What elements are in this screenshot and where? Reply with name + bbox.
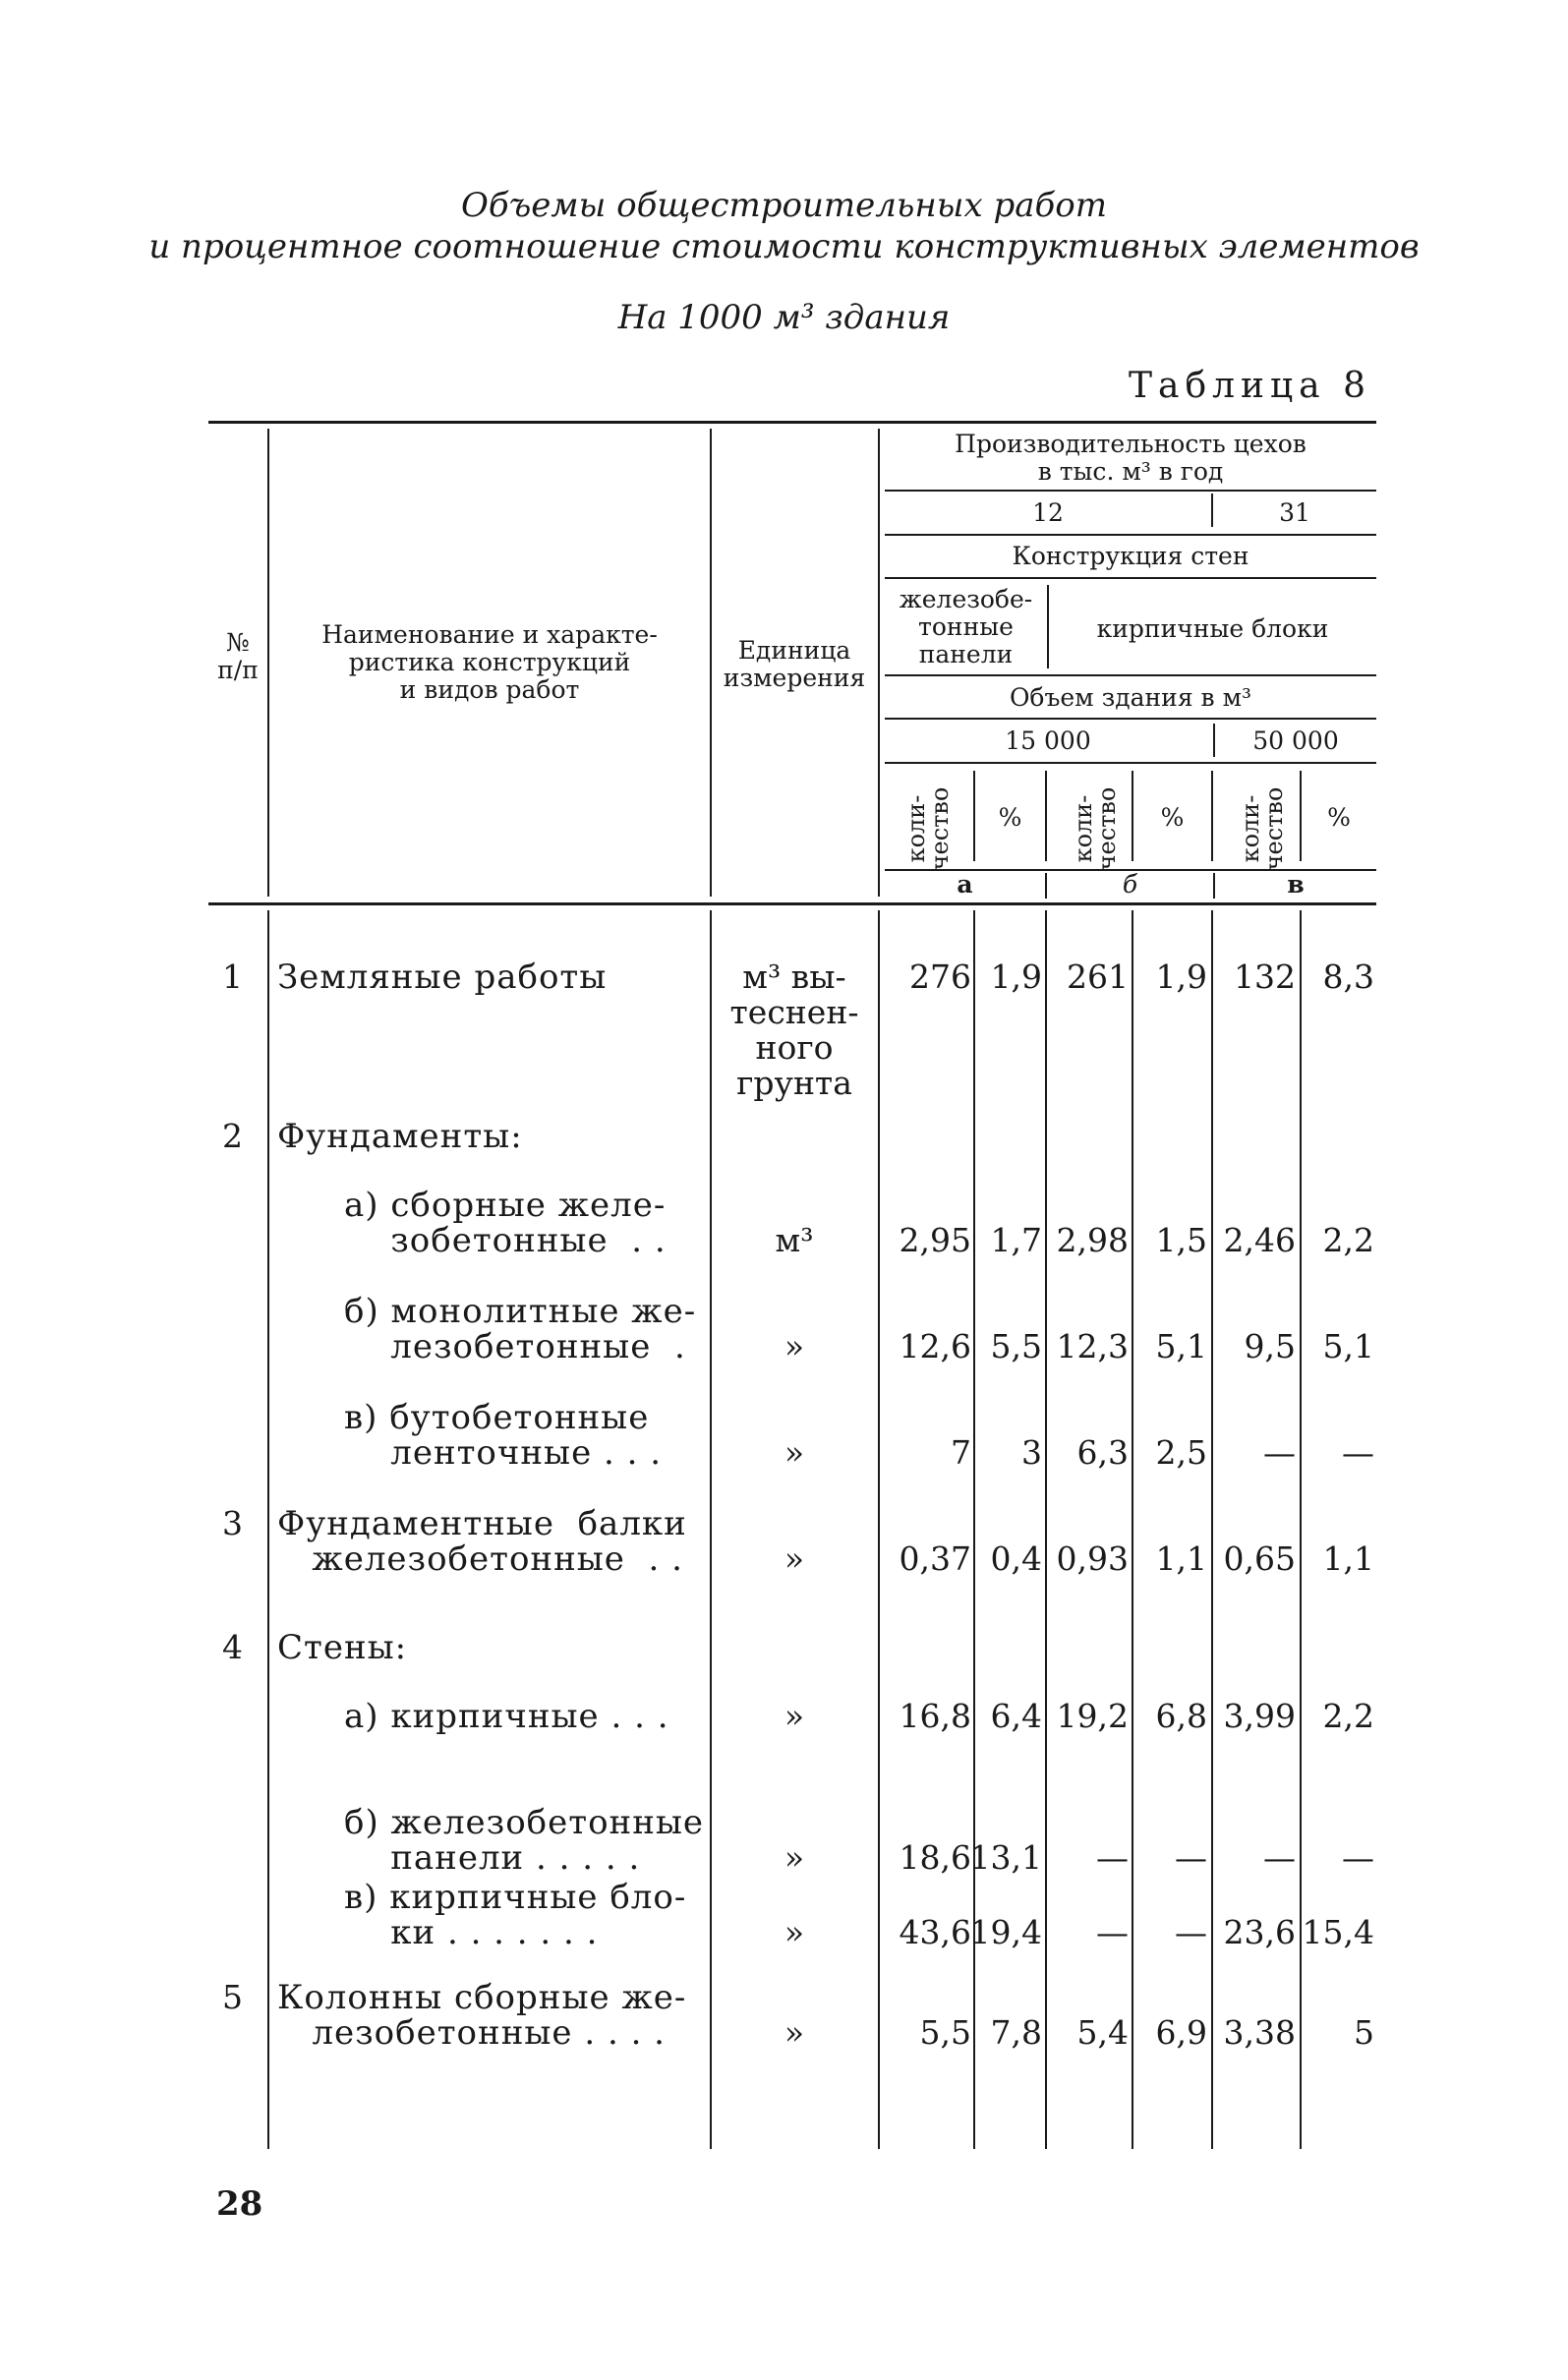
header-col-c: в — [1287, 870, 1305, 899]
row-value: 19,2 — [1056, 1697, 1129, 1735]
body-divider-unit — [710, 910, 712, 2149]
header-volume: Объем здания в м³ — [1009, 683, 1252, 712]
header-productivity: Производительность цехов в тыс. м³ в год — [955, 430, 1307, 486]
row-name: Стены: — [277, 1628, 408, 1667]
row-name: Фундаментные балки железобетонные . . — [277, 1504, 687, 1579]
row-unit: » — [784, 1697, 805, 1735]
row-value: — — [1342, 1433, 1374, 1472]
rule-under-productivity — [885, 490, 1376, 492]
row-value: 1,9 — [1155, 958, 1207, 996]
header-num: № п/п — [217, 628, 259, 684]
header-vol-15000: 15 000 — [1005, 726, 1091, 755]
rule-under-walltypes — [885, 674, 1376, 676]
page-number: 28 — [216, 2184, 263, 2224]
body-divider-a-pct — [973, 910, 975, 2149]
row-value: 5,1 — [1155, 1327, 1207, 1365]
row-number: 1 — [222, 958, 243, 996]
header-divider-3 — [878, 429, 880, 897]
row-value: 0,65 — [1223, 1539, 1296, 1578]
header-walls: Конструкция стен — [1012, 542, 1249, 570]
header-pct-1: % — [998, 803, 1022, 832]
row-value: 0,37 — [899, 1539, 971, 1578]
row-name: а) сборные желе- зобетонные . . — [344, 1186, 667, 1260]
row-number: 3 — [222, 1504, 243, 1542]
row-value: 12,6 — [899, 1327, 971, 1365]
row-value: 15,4 — [1302, 1913, 1374, 1951]
row-value: 261 — [1067, 958, 1129, 996]
header-name: Наименование и характе- ристика конструкций и видов работ — [321, 620, 658, 704]
row-value: 18,6 — [899, 1838, 971, 1877]
row-name: б) монолитные же- лезобетонные . — [344, 1292, 697, 1366]
row-value: 5 — [1354, 2013, 1374, 2052]
row-value: — — [1263, 1433, 1296, 1472]
row-value: 19,4 — [969, 1913, 1042, 1951]
header-walls-blocks: кирпичные блоки — [1096, 614, 1329, 643]
row-value: 276 — [909, 958, 971, 996]
sub-divider-4 — [1211, 771, 1213, 861]
body-divider-b-qty — [1045, 910, 1047, 2149]
body-divider-a-qty — [878, 910, 880, 2149]
row-value: 7 — [951, 1433, 971, 1472]
row-number: 2 — [222, 1117, 243, 1155]
row-value: 1,7 — [990, 1221, 1042, 1259]
row-value: — — [1342, 1838, 1374, 1877]
row-unit: м³ вы- теснен- ного грунта — [729, 958, 859, 1102]
row-value: 6,3 — [1076, 1433, 1129, 1472]
row-value: 12,3 — [1056, 1327, 1129, 1365]
rule-under-volumes — [885, 762, 1376, 764]
header-qty-2: коли- чество — [1070, 786, 1121, 871]
header-qty-3: коли- чество — [1237, 786, 1288, 871]
row-value: 1,1 — [1155, 1539, 1207, 1578]
row-value: 1,9 — [990, 958, 1042, 996]
header-prod-12: 12 — [1032, 498, 1064, 527]
header-walls-panels: железобе- тонные панели — [899, 585, 1033, 668]
row-value: 13,1 — [969, 1838, 1042, 1877]
row-value: — — [1175, 1838, 1207, 1877]
row-name: Колонны сборные же- лезобетонные . . . . — [277, 1978, 687, 2053]
header-unit: Единица измерения — [723, 636, 866, 692]
row-value: 5,4 — [1076, 2013, 1129, 2052]
header-vol-50000: 50 000 — [1252, 726, 1339, 755]
row-value: — — [1096, 1913, 1129, 1951]
header-qty-1: коли- чество — [902, 786, 954, 871]
row-value: 3 — [1021, 1433, 1042, 1472]
row-name: а) кирпичные . . . — [344, 1697, 669, 1736]
header-pct-3: % — [1327, 803, 1351, 832]
row-value: 2,2 — [1322, 1221, 1374, 1259]
row-unit: » — [784, 1913, 805, 1951]
header-prod-31: 31 — [1279, 498, 1310, 527]
row-value: — — [1263, 1838, 1296, 1877]
row-value: 3,38 — [1223, 2013, 1296, 2052]
row-value: 2,95 — [899, 1221, 971, 1259]
heading-line-1: Объемы общестроительных работ — [461, 186, 1107, 225]
rule-under-walls — [885, 577, 1376, 579]
header-divider-1 — [267, 429, 269, 897]
heading-line-2: и процентное соотношение стоимости конструктивных элементов — [148, 227, 1420, 266]
table-label: Таблица 8 — [1129, 366, 1371, 406]
row-value: — — [1175, 1913, 1207, 1951]
rule-under-volume — [885, 718, 1376, 720]
row-unit: » — [784, 2013, 805, 2052]
row-value: 2,5 — [1155, 1433, 1207, 1472]
row-value: 23,6 — [1223, 1913, 1296, 1951]
row-name: в) бутобетонные ленточные . . . — [344, 1398, 663, 1473]
row-value: 6,9 — [1155, 2013, 1207, 2052]
row-value: 1,5 — [1155, 1221, 1207, 1259]
body-divider-b-pct — [1132, 910, 1133, 2149]
row-value: 1,1 — [1322, 1539, 1374, 1578]
row-value: 9,5 — [1244, 1327, 1296, 1365]
row-value: 2,2 — [1322, 1697, 1374, 1735]
header-bottom-rule — [208, 902, 1376, 905]
row-name: в) кирпичные бло- ки . . . . . . . — [344, 1878, 687, 1952]
row-unit: » — [784, 1327, 805, 1365]
row-name: Земляные работы — [277, 958, 608, 997]
rule-under-12-31 — [885, 534, 1376, 536]
row-value: 0,4 — [990, 1539, 1042, 1578]
heading-line-3: На 1000 м³ здания — [617, 298, 951, 337]
row-value: 43,6 — [899, 1913, 971, 1951]
row-name: б) железобетонные панели . . . . . — [344, 1803, 705, 1878]
table-top-rule — [208, 421, 1376, 424]
row-number: 5 — [222, 1978, 243, 2016]
row-value: 132 — [1234, 958, 1296, 996]
body-divider-c-qty — [1211, 910, 1213, 2149]
row-value: 0,93 — [1056, 1539, 1129, 1578]
header-col-a: а — [957, 870, 973, 899]
sub-divider-2 — [1045, 771, 1047, 861]
row-unit: » — [784, 1433, 805, 1472]
row-value: 5,1 — [1322, 1327, 1374, 1365]
row-value: 8,3 — [1322, 958, 1374, 996]
header-col-b: б — [1122, 870, 1138, 899]
row-name: Фундаменты: — [277, 1117, 523, 1156]
row-value: 5,5 — [990, 1327, 1042, 1365]
row-value: 5,5 — [919, 2013, 971, 2052]
row-unit: м³ — [775, 1221, 814, 1259]
row-value: 3,99 — [1223, 1697, 1296, 1735]
row-value: 7,8 — [990, 2013, 1042, 2052]
row-value: 16,8 — [899, 1697, 971, 1735]
row-value: 2,98 — [1056, 1221, 1129, 1259]
body-divider-c-pct — [1300, 910, 1302, 2149]
row-unit: » — [784, 1838, 805, 1877]
body-divider-name — [267, 910, 269, 2149]
row-value: 6,8 — [1155, 1697, 1207, 1735]
row-number: 4 — [222, 1628, 243, 1666]
row-unit: » — [784, 1539, 805, 1578]
header-pct-2: % — [1160, 803, 1185, 832]
row-value: 2,46 — [1223, 1221, 1296, 1259]
row-value: — — [1096, 1838, 1129, 1877]
row-value: 6,4 — [990, 1697, 1042, 1735]
